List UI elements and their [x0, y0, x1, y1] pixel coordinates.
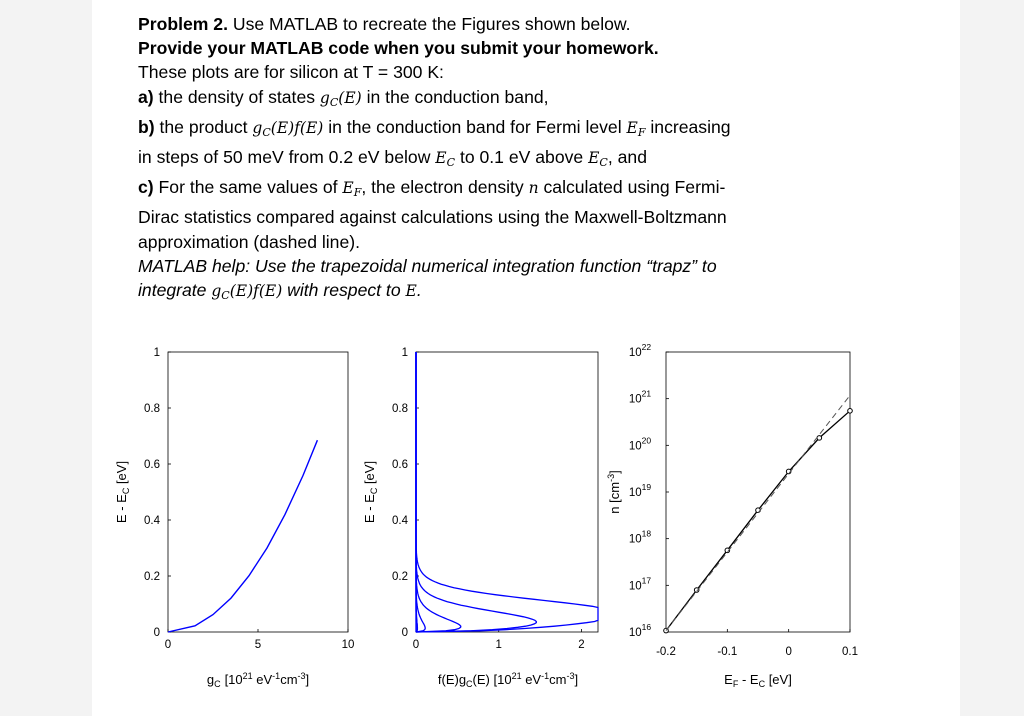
part-a-text: the density of states	[158, 86, 316, 107]
part-c-label: c)	[138, 177, 154, 198]
panel-b-ytick-label: 0.2	[392, 571, 408, 583]
panel-a	[114, 347, 354, 689]
gcf-math-2: gC(E)f(E)	[211, 282, 283, 303]
panel-a-ytick-label: 0.4	[144, 515, 160, 527]
panel-a-ytick-label: 0.8	[144, 403, 160, 415]
context-text: These plots are for silicon at T = 300 K:	[138, 62, 444, 83]
matlab-help-2: integrate gC(E)f(E) with respect to E.	[138, 280, 422, 303]
problem-heading: Problem 2.	[138, 14, 228, 34]
panel-a-ytick-label: 0	[153, 627, 160, 639]
ec-math-2: EC	[588, 149, 608, 170]
panel-c-data-point	[817, 436, 822, 441]
panel-a-ytick-label: 0.6	[144, 459, 160, 471]
panel-c-xtick-label: -0.1	[717, 646, 738, 658]
panel-a-xtick-label: 0	[164, 639, 172, 651]
panel-c-ylabel: n $[cm^{-3}]$	[606, 470, 622, 514]
part-b-text: the product	[159, 116, 248, 137]
panel-a-ytick-label: 0.2	[144, 571, 160, 583]
panel-c-ytick-label: $10^{20}$	[628, 435, 652, 453]
gcf-math: gC(E)f(E)	[252, 118, 324, 139]
submit-instruction: Provide your MATLAB code when you submit your homework.	[138, 38, 659, 59]
panel-c-xtick-label: 0	[785, 646, 792, 658]
part-c-line-2: Dirac statistics compared against calculations using the Maxwell-Boltzmann	[138, 207, 727, 228]
panel-c-ytick-label: $10^{16}$	[628, 622, 652, 639]
panel-b-ytick-label: 0	[401, 627, 408, 639]
e-math: E	[405, 282, 417, 301]
panel-a-xtick-label: 10	[341, 639, 355, 651]
panel-c-axes-box	[666, 352, 850, 632]
panel-c	[606, 342, 858, 689]
n-math: n	[528, 179, 539, 198]
panel-c-xtick-label: 0.1	[842, 646, 858, 658]
problem-intro: Use MATLAB to recreate the Figures shown below.	[232, 14, 631, 34]
gc-math: gC(E)	[319, 88, 362, 109]
matlab-help-1: MATLAB help: Use the trapezoidal numerical integration function “trapz” to	[138, 255, 717, 276]
panel-b-xtick-label: 1	[495, 639, 502, 651]
part-b-text-3: increasing	[650, 116, 731, 137]
panel-a-axes-box	[168, 352, 348, 632]
panel-c-ytick-label: $10^{22}$	[628, 342, 652, 359]
panel-b-ytick-label: 0.6	[392, 459, 408, 471]
panel-b-xlabel: $f(E)g_C(E)$ [$10^{21}$ $eV^{-1}cm^{-3}$]	[437, 671, 579, 689]
part-b-label: b)	[138, 116, 155, 137]
part-a-text-2: in the conduction band,	[366, 86, 549, 107]
part-a-label: a)	[138, 86, 154, 107]
panel-b-xtick-label: 0	[412, 639, 420, 651]
ec-math: EC	[435, 149, 456, 170]
part-b-line-2: in steps of 50 meV from 0.2 eV below EC to 0.1 eV above EC, and	[138, 147, 647, 170]
panel-c-ytick-label: $10^{21}$	[628, 388, 652, 406]
ef-math-2: EF	[342, 179, 362, 200]
panel-b-ytick-label: 1	[401, 347, 408, 359]
panel-a-ytick-label: 1	[153, 347, 160, 359]
ef-math: EF	[626, 118, 646, 139]
panel-b-ytick-label: 0.4	[392, 515, 408, 527]
panel-a-ylabel: E - $E_C$ [eV]	[114, 460, 131, 524]
panel-a-xtick-label: 5	[254, 639, 262, 651]
panel-b-ylabel: E - $E_C$ [eV]	[362, 460, 379, 524]
panel-c-xtick-label: -0.2	[656, 646, 676, 658]
panel-c-xlabel: $E_F - E_C$ [eV]	[724, 672, 792, 689]
panel-b	[362, 347, 598, 689]
panel-c-ytick-label: $10^{17}$	[628, 575, 652, 593]
panel-a-xlabel: $g_C$ [$10^{21}$ $eV^{-1}cm^{-3}$]	[206, 671, 310, 689]
part-b-text-2: in the conduction band for Fermi level	[328, 116, 622, 137]
panel-c-ytick-label: $10^{19}$	[628, 482, 652, 499]
panel-c-ytick-label: $10^{18}$	[628, 528, 652, 546]
panel-b-xtick-label: 2	[578, 639, 585, 651]
panel-b-axes-box	[416, 352, 598, 632]
part-c: c) For the same values of EF, the electron density n calculated using Fermi-	[138, 177, 726, 200]
panel-c-data-point	[848, 409, 853, 414]
part-c-line-3: approximation (dashed line).	[138, 231, 361, 252]
panel-b-ytick-label: 0.8	[392, 403, 408, 415]
